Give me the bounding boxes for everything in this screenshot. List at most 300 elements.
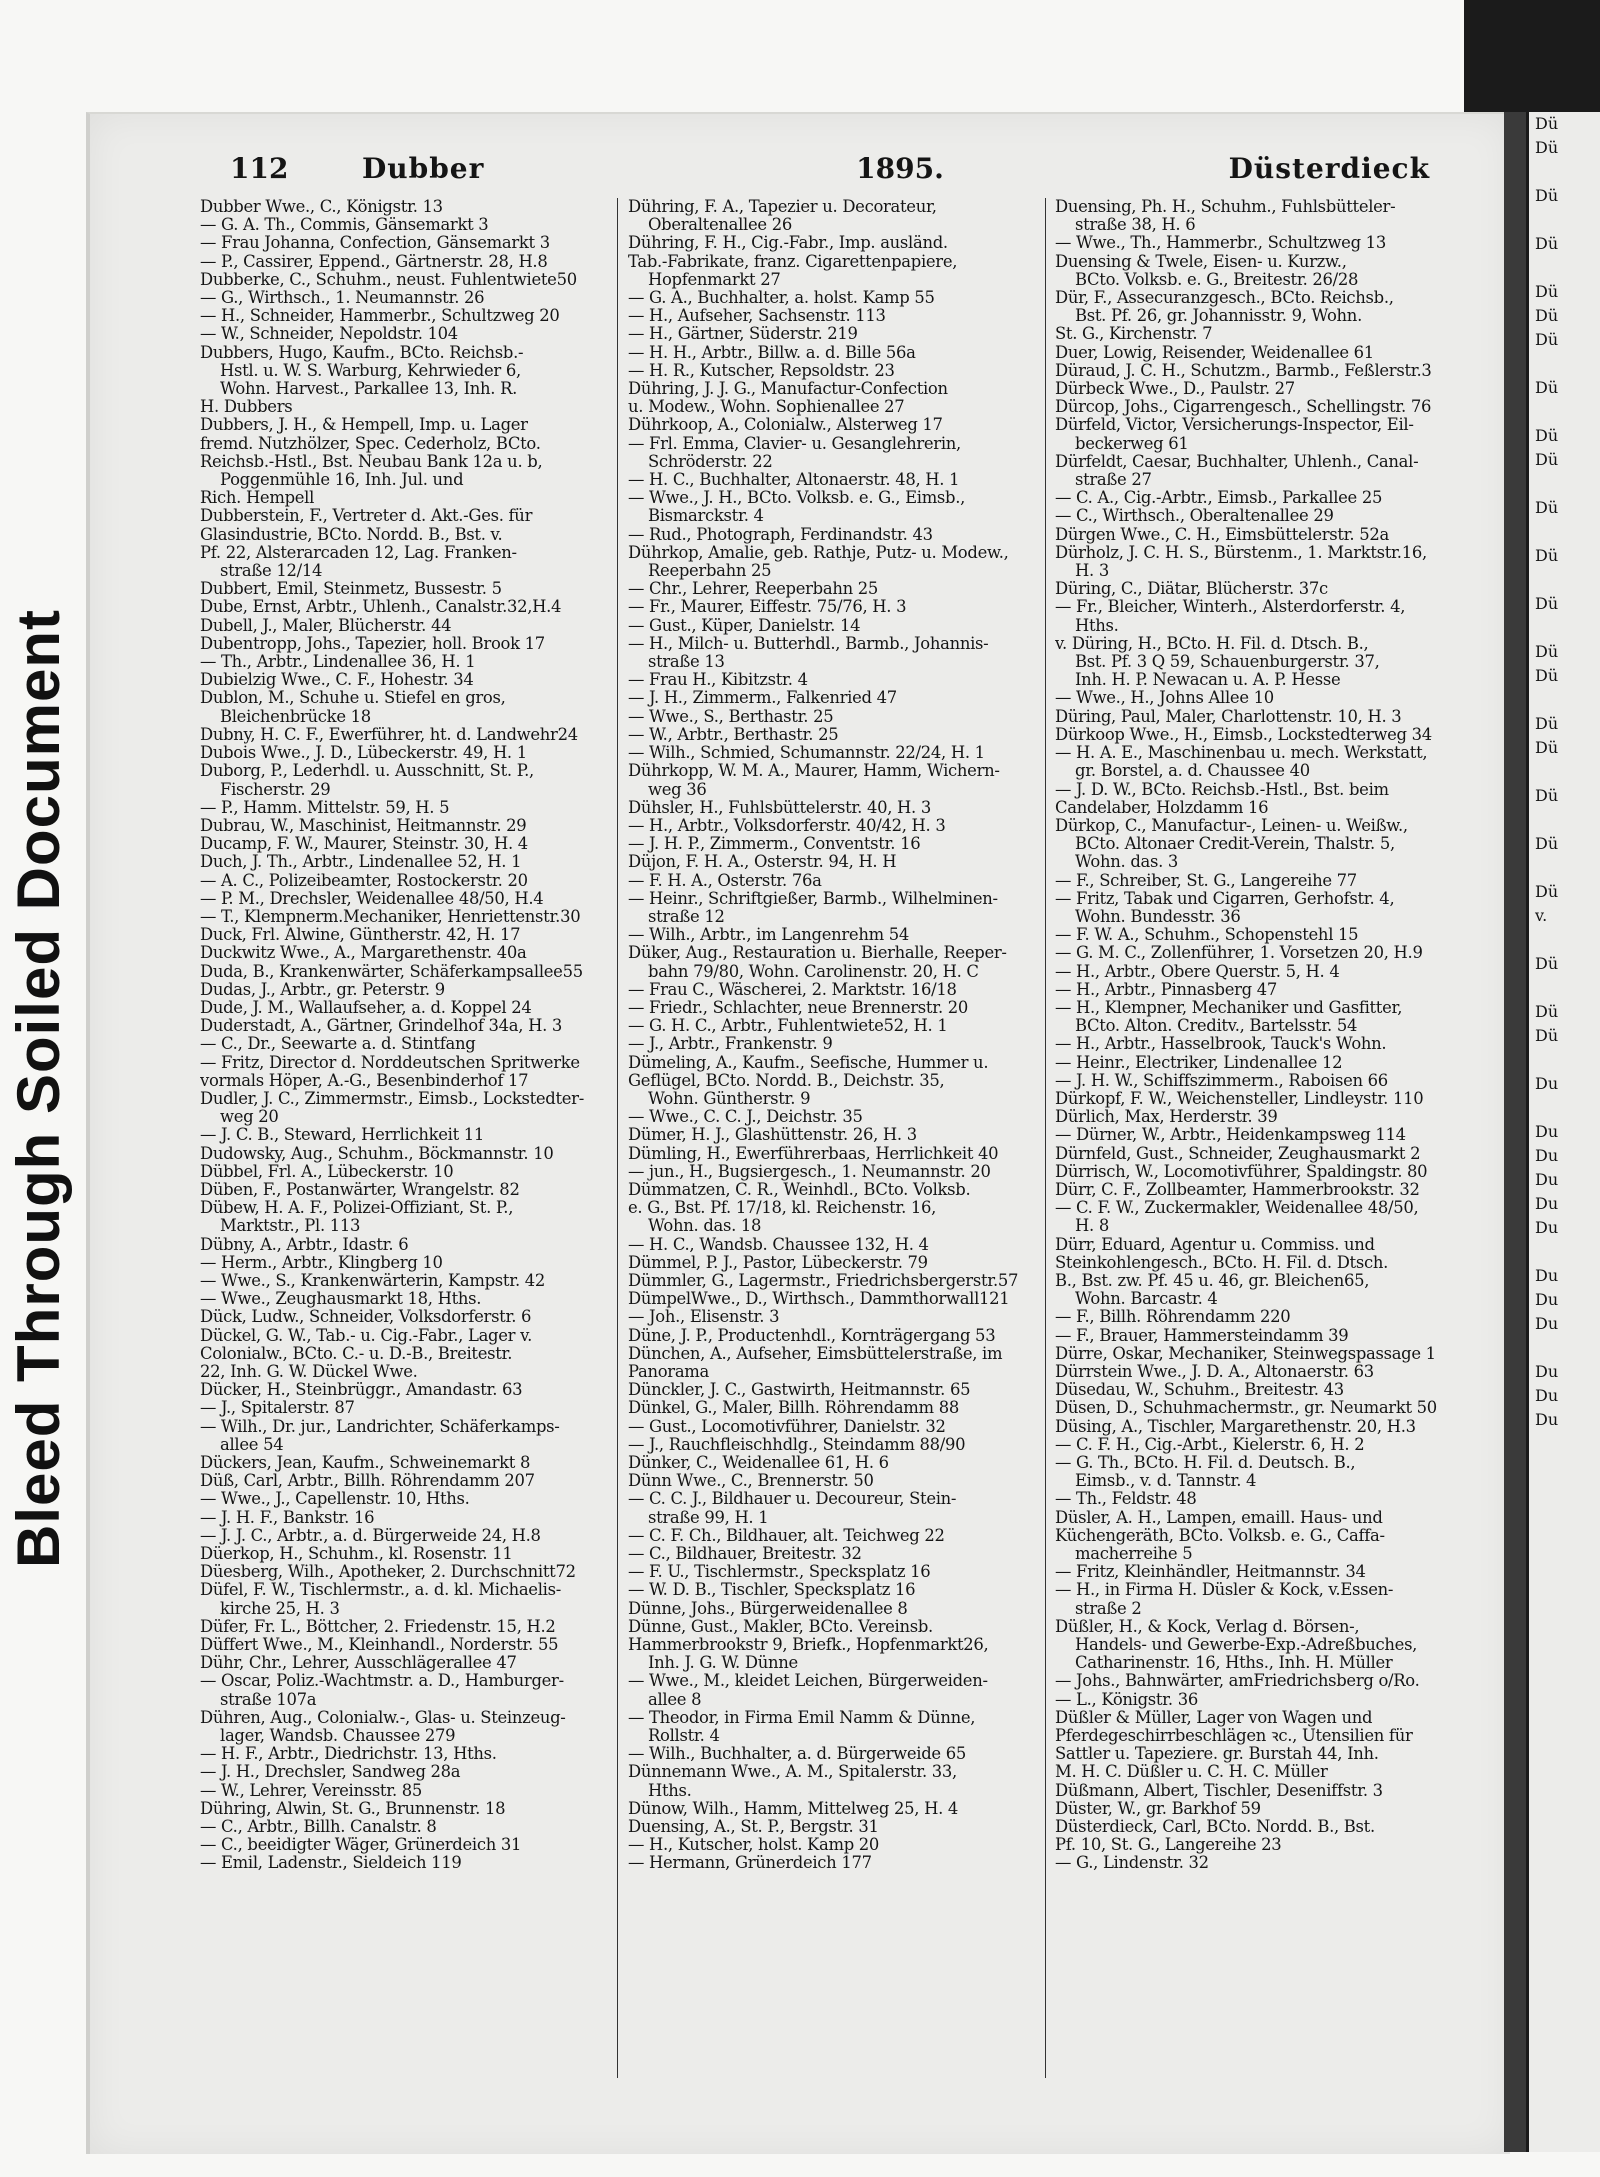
directory-line: — C. C. J., Bildhauer u. Decoureur, Stein- xyxy=(628,1489,957,1509)
directory-line: Düesberg, Wilh., Apotheker, 2. Durchschnitt72 xyxy=(200,1562,576,1582)
directory-line: Schröderstr. 22 xyxy=(648,451,773,471)
directory-line: Düben, F., Postanwärter, Wrangelstr. 82 xyxy=(200,1179,520,1199)
directory-line: beckerweg 61 xyxy=(1075,433,1189,453)
directory-line: Dürrisch, W., Locomotivführer, Spaldingstr. 80 xyxy=(1055,1161,1428,1181)
directory-line: — Wwe., Zeughausmarkt 18, Hths. xyxy=(200,1289,482,1309)
directory-line: Handels- und Gewerbe-Exp.-Adreßbuches, xyxy=(1075,1635,1418,1655)
next-page-fragment xyxy=(1529,472,1600,496)
directory-line: Dürbeck Wwe., D., Paulstr. 27 xyxy=(1055,379,1295,399)
directory-line: Wohn. Bundesstr. 36 xyxy=(1075,906,1241,926)
directory-line: macherreihe 5 xyxy=(1075,1544,1193,1564)
directory-line: Oberaltenallee 26 xyxy=(648,215,792,235)
directory-line: — Wwe., J., Capellenstr. 10, Hths. xyxy=(200,1489,470,1509)
directory-line: — Th., Arbtr., Lindenallee 36, H. 1 xyxy=(200,652,476,672)
bleed-through-stamp xyxy=(5,0,73,2177)
directory-line: — H. C., Buchhalter, Altonaerstr. 48, H. 1 xyxy=(628,470,960,490)
directory-line: lager, Wandsb. Chaussee 279 xyxy=(220,1726,456,1746)
directory-line: Dückers, Jean, Kaufm., Schweinemarkt 8 xyxy=(200,1453,531,1473)
directory-line: Dünchen, A., Aufseher, Eimsbüttelerstraße, im xyxy=(628,1343,1003,1363)
directory-line: fremd. Nutzhölzer, Spec. Cederholz, BCto. xyxy=(200,433,541,453)
directory-line: Düring, C., Diätar, Blücherstr. 37c xyxy=(1055,579,1328,599)
directory-line: Dürr, C. F., Zollbeamter, Hammerbrookstr. 32 xyxy=(1055,1179,1420,1199)
directory-line: Marktstr., Pl. 113 xyxy=(220,1216,361,1236)
directory-line: — H. C., Wandsb. Chaussee 132, H. 4 xyxy=(628,1234,929,1254)
directory-line: Dünn Wwe., C., Brennerstr. 50 xyxy=(628,1471,874,1491)
directory-line: Dürfeldt, Caesar, Buchhalter, Uhlenh., Canal- xyxy=(1055,451,1419,471)
page-header xyxy=(140,152,1470,192)
directory-line: — H., Klempner, Mechaniker und Gasfitter, xyxy=(1055,997,1403,1017)
directory-line: Geflügel, BCto. Nordd. B., Deichstr. 35, xyxy=(628,1070,945,1090)
directory-line: straße 12/14 xyxy=(220,561,323,581)
directory-line: — Frau H., Kibitzstr. 4 xyxy=(628,670,808,690)
next-page-fragment: Dü xyxy=(1535,306,1559,325)
next-page-fragment: Du xyxy=(1535,1410,1559,1429)
directory-line: Rollstr. 4 xyxy=(648,1726,720,1746)
next-page-fragment: Du xyxy=(1535,1314,1559,1333)
next-page-fragment: Dü xyxy=(1535,954,1559,973)
directory-line: Rich. Hempell xyxy=(200,488,315,508)
directory-line: BCto. Volksb. e. G., Breitestr. 26/28 xyxy=(1075,269,1359,289)
directory-line: Dudowsky, Aug., Schuhm., Böckmannstr. 10 xyxy=(200,1143,554,1163)
next-page-fragment xyxy=(1529,256,1600,280)
directory-line: — P. M., Drechsler, Weidenallee 48/50, H.4 xyxy=(200,888,544,908)
directory-line: BCto. Alton. Creditv., Bartelsstr. 54 xyxy=(1075,1016,1358,1036)
directory-line: Dück, Ludw., Schneider, Volksdorferstr. 6 xyxy=(200,1307,532,1327)
next-page-fragment: Dü xyxy=(1535,378,1559,397)
directory-line: Düraud, J. C. H., Schutzm., Barmb., Feßlerstr.3 xyxy=(1055,360,1432,380)
directory-line: — W., Lehrer, Vereinsstr. 85 xyxy=(200,1780,423,1800)
directory-line: Steinkohlengesch., BCto. H. Fil. d. Dtsch. xyxy=(1055,1252,1389,1272)
column-left xyxy=(200,198,612,2108)
directory-line: Küchengeräth, BCto. Volksb. e. G., Caffa- xyxy=(1055,1525,1385,1545)
directory-line: B., Bst. zw. Pf. 45 u. 46, gr. Bleichen65, xyxy=(1055,1270,1370,1290)
directory-line: Fischerstr. 29 xyxy=(220,779,331,799)
directory-line: — C., Wirthsch., Oberaltenallee 29 xyxy=(1055,506,1334,526)
next-page-fragment xyxy=(1529,1096,1600,1120)
next-page-fragment: Dü xyxy=(1535,426,1559,445)
directory-line: — H., Arbtr., Hasselbrook, Tauck's Wohn. xyxy=(1055,1034,1387,1054)
directory-line: — J. C. B., Steward, Herrlichkeit 11 xyxy=(200,1125,485,1145)
next-page-fragment xyxy=(1529,688,1600,712)
directory-line: Hopfenmarkt 27 xyxy=(648,269,781,289)
directory-line: — Gust., Küper, Danielstr. 14 xyxy=(628,615,861,635)
directory-line: Glasindustrie, BCto. Nordd. B., Bst. v. xyxy=(200,524,503,544)
directory-line: M. H. C. Düßler u. C. H. C. Müller xyxy=(1055,1762,1328,1782)
next-page-fragment xyxy=(1529,568,1600,592)
next-page-fragment xyxy=(1529,400,1600,424)
directory-line: Ducamp, F. W., Maurer, Steinstr. 30, H. 4 xyxy=(200,834,528,854)
left-catchword: Dubber xyxy=(362,152,485,185)
directory-line: Dübew, H. A. F., Polizei-Offiziant, St. P., xyxy=(200,1198,514,1218)
directory-line: Dürrstein Wwe., J. D. A., Altonaerstr. 63 xyxy=(1055,1362,1374,1381)
directory-line: — Fritz, Director d. Norddeutschen Spritwerke xyxy=(200,1052,580,1072)
directory-line: Dubberstein, F., Vertreter d. Akt.-Ges. für xyxy=(200,506,533,526)
directory-line: Dückel, G. W., Tab.- u. Cig.-Fabr., Lager v. xyxy=(200,1325,532,1345)
directory-line: — Wwe., S., Berthastr. 25 xyxy=(628,706,834,726)
page-gutter-shadow xyxy=(1504,112,1526,2152)
directory-line: — Joh., Elisenstr. 3 xyxy=(628,1307,780,1327)
directory-line: — A. C., Polizeibeamter, Rostockerstr. 20 xyxy=(200,870,528,890)
directory-line: — Dürner, W., Arbtr., Heidenkampsweg 114 xyxy=(1055,1125,1406,1145)
directory-line: — H., Arbtr., Pinnasberg 47 xyxy=(1055,979,1277,999)
directory-line: straße 38, H. 6 xyxy=(1075,215,1196,235)
directory-line: — C. F. Ch., Bildhauer, alt. Teichweg 22 xyxy=(628,1525,945,1545)
directory-line: — H., Kutscher, holst. Kamp 20 xyxy=(628,1835,880,1855)
directory-line: — J. J. C., Arbtr., a. d. Bürgerweide 24, H.8 xyxy=(200,1525,541,1545)
directory-line: — Frau C., Wäscherei, 2. Marktstr. 16/18 xyxy=(628,979,957,999)
directory-line: Hammerbrookstr 9, Briefk., Hopfenmarkt26, xyxy=(628,1635,989,1655)
directory-line: — G. M. C., Zollenführer, 1. Vorsetzen 20, H.9 xyxy=(1055,943,1423,963)
directory-line: — W., Arbtr., Berthastr. 25 xyxy=(628,724,839,744)
directory-line: — G., Wirthsch., 1. Neumannstr. 26 xyxy=(200,288,485,308)
next-page-fragment xyxy=(1529,808,1600,832)
next-page-fragment: Dü xyxy=(1535,738,1559,757)
directory-line: straße 27 xyxy=(1075,470,1152,490)
directory-line: — G. A. Th., Commis, Gänsemarkt 3 xyxy=(200,215,489,235)
directory-line: Dünne, Johs., Bürgerweidenallee 8 xyxy=(628,1598,908,1618)
directory-line: Düfel, F. W., Tischlermstr., a. d. kl. Michaelis- xyxy=(200,1580,561,1600)
directory-line: Dür, F., Assecuranzgesch., BCto. Reichsb., xyxy=(1055,288,1394,308)
directory-line: Panorama xyxy=(628,1362,710,1381)
next-page-fragment: Du xyxy=(1535,1146,1559,1165)
next-page-fragment: Dü xyxy=(1535,330,1559,349)
next-page-fragment xyxy=(1529,616,1600,640)
directory-line: — W., Schneider, Nepoldstr. 104 xyxy=(200,324,458,344)
directory-line: Dürkop, C., Manufactur-, Leinen- u. Weißw., xyxy=(1055,815,1408,835)
next-page-fragment: Dü xyxy=(1535,642,1559,661)
directory-line: — F., Schreiber, St. G., Langereihe 77 xyxy=(1055,870,1357,890)
directory-line: — P., Hamm. Mittelstr. 59, H. 5 xyxy=(200,797,450,817)
directory-line: — H., Schneider, Hammerbr., Schultzweg 20 xyxy=(200,306,560,326)
directory-line: straße 13 xyxy=(648,652,725,672)
directory-line: Dubois Wwe., J. D., Lübeckerstr. 49, H. 1 xyxy=(200,743,527,763)
directory-line: Duch, J. Th., Arbtr., Lindenallee 52, H. 1 xyxy=(200,852,522,872)
next-page-fragment: Dü xyxy=(1535,450,1559,469)
directory-line: — Wilh., Dr. jur., Landrichter, Schäferkamps- xyxy=(200,1416,560,1436)
directory-line: Duensing, A., St. P., Bergstr. 31 xyxy=(628,1817,879,1837)
directory-line: Inh. J. G. W. Dünne xyxy=(648,1653,798,1673)
directory-line: — Wwe., Th., Hammerbr., Schultzweg 13 xyxy=(1055,233,1386,253)
directory-line: bahn 79/80, Wohn. Carolinenstr. 20, H. C xyxy=(648,961,979,981)
next-page-fragment: v. xyxy=(1535,906,1548,925)
directory-line: Dürlich, Max, Herderstr. 39 xyxy=(1055,1107,1278,1127)
directory-line: — J., Arbtr., Frankenstr. 9 xyxy=(628,1034,833,1054)
directory-line: allee 8 xyxy=(648,1689,702,1709)
directory-line: — C. A., Cig.-Arbtr., Eimsb., Parkallee 25 xyxy=(1055,488,1383,508)
directory-line: H. 3 xyxy=(1075,561,1109,581)
directory-line: Duderstadt, A., Gärtner, Grindelhof 34a, H. 3 xyxy=(200,1016,563,1036)
directory-line: Dubberke, C., Schuhm., neust. Fuhlentwiete50 xyxy=(200,269,577,289)
directory-line: Düfer, Fr. L., Böttcher, 2. Friedenstr. 15, H.2 xyxy=(200,1616,556,1636)
directory-line: v. Düring, H., BCto. H. Fil. d. Dtsch. B., xyxy=(1055,633,1369,653)
directory-line: Dudas, J., Arbtr., gr. Peterstr. 9 xyxy=(200,979,445,999)
column-right xyxy=(1055,198,1471,2108)
directory-line: — Wilh., Schmied, Schumannstr. 22/24, H. 1 xyxy=(628,743,985,763)
directory-line: Dünckler, J. C., Gastwirth, Heitmannstr. 65 xyxy=(628,1380,971,1400)
directory-line: Eimsb., v. d. Tannstr. 4 xyxy=(1075,1471,1257,1491)
page-number: 112 xyxy=(230,152,289,185)
directory-line: Dubbers, Hugo, Kaufm., BCto. Reichsb.- xyxy=(200,342,524,362)
directory-line: Duckwitz Wwe., A., Margarethenstr. 40a xyxy=(200,943,527,963)
directory-line: — G. Th., BCto. H. Fil. d. Deutsch. B., xyxy=(1055,1453,1356,1473)
directory-line: — Wwe., M., kleidet Leichen, Bürgerweiden- xyxy=(628,1671,988,1691)
directory-line: Dühren, Aug., Colonialw.-, Glas- u. Steinzeug- xyxy=(200,1707,566,1727)
directory-line: Dürkoop Wwe., H., Eimsb., Lockstedterweg 34 xyxy=(1055,724,1432,744)
directory-line: Wohn. Güntherstr. 9 xyxy=(648,1088,811,1108)
directory-line: H. Dubbers xyxy=(200,397,293,417)
directory-line: Düring, Paul, Maler, Charlottenstr. 10, H. 3 xyxy=(1055,706,1402,726)
directory-line: — J., Rauchfleischhdlg., Steindamm 88/90 xyxy=(628,1434,966,1454)
directory-line: Dubielzig Wwe., C. F., Hohestr. 34 xyxy=(200,670,474,690)
directory-line: Düßler & Müller, Lager von Wagen und xyxy=(1055,1707,1373,1727)
next-page-fragment: Dü xyxy=(1535,834,1559,853)
directory-line: — H., Arbtr., Obere Querstr. 5, H. 4 xyxy=(1055,961,1340,981)
directory-line: Hstl. u. W. S. Warburg, Kehrwieder 6, xyxy=(220,360,521,380)
directory-line: e. G., Bst. Pf. 17/18, kl. Reichenstr. 16, xyxy=(628,1198,937,1218)
next-page-fragment: Du xyxy=(1535,1290,1559,1309)
column-middle xyxy=(628,198,1038,2108)
directory-line: weg 20 xyxy=(220,1107,279,1127)
directory-line: — Chr., Lehrer, Reeperbahn 25 xyxy=(628,579,879,599)
directory-line: Dünow, Wilh., Hamm, Mittelweg 25, H. 4 xyxy=(628,1798,959,1818)
directory-line: — Herm., Arbtr., Klingberg 10 xyxy=(200,1252,443,1272)
directory-line: Dümling, H., Ewerführerbaas, Herrlichkeit 40 xyxy=(628,1143,999,1163)
directory-line: Dühring, Alwin, St. G., Brunnenstr. 18 xyxy=(200,1798,506,1818)
directory-line: 22, Inh. G. W. Dückel Wwe. xyxy=(200,1362,418,1381)
directory-line: Poggenmühle 16, Inh. Jul. und xyxy=(220,470,464,490)
directory-line: — H. A. E., Maschinenbau u. mech. Werkstatt, xyxy=(1055,743,1428,763)
next-page-fragment xyxy=(1529,160,1600,184)
directory-line: allee 54 xyxy=(220,1434,284,1454)
directory-line: — F., Brauer, Hammersteindamm 39 xyxy=(1055,1325,1349,1345)
directory-line: — J. H., Drechsler, Sandweg 28a xyxy=(200,1762,461,1782)
directory-line: — H., Milch- u. Butterhdl., Barmb., Johannis- xyxy=(628,633,989,653)
directory-line: Hths. xyxy=(1075,615,1119,635)
directory-line: Dubrau, W., Maschinist, Heitmannstr. 29 xyxy=(200,815,527,835)
directory-line: Düsler, A. H., Lampen, emaill. Haus- und xyxy=(1055,1507,1383,1527)
directory-line: — H., Aufseher, Sachsenstr. 113 xyxy=(628,306,886,326)
directory-line: Duensing & Twele, Eisen- u. Kurzw., xyxy=(1055,251,1347,271)
directory-line: Dümer, H. J., Glashüttenstr. 26, H. 3 xyxy=(628,1125,917,1145)
directory-line: — F. H. A., Osterstr. 76a xyxy=(628,870,822,890)
directory-line: — P., Cassirer, Eppend., Gärtnerstr. 28, H.8 xyxy=(200,251,548,271)
directory-line: — J. H., Zimmerm., Falkenried 47 xyxy=(628,688,897,708)
directory-line: — C. F. H., Cig.-Arbt., Kielerstr. 6, H. 2 xyxy=(1055,1434,1365,1454)
right-catchword: Düsterdieck xyxy=(1228,152,1430,185)
next-page-fragment: Dü xyxy=(1535,786,1559,805)
directory-line: — G. H. C., Arbtr., Fuhlentwiete52, H. 1 xyxy=(628,1016,948,1036)
directory-line: — H. H., Arbtr., Billw. a. d. Bille 56a xyxy=(628,342,916,362)
directory-line: Bst. Pf. 26, gr. Johannisstr. 9, Wohn. xyxy=(1075,306,1362,326)
directory-line: Düß, Carl, Arbtr., Billh. Röhrendamm 207 xyxy=(200,1471,535,1491)
next-page-fragment: Dü xyxy=(1535,1026,1559,1045)
directory-line: Dümmel, P. J., Pastor, Lübeckerstr. 79 xyxy=(628,1252,928,1272)
directory-line: Duer, Lowig, Reisender, Weidenallee 61 xyxy=(1055,342,1374,362)
directory-line: Inh. H. P. Newacan u. A. P. Hesse xyxy=(1075,670,1341,690)
directory-line: Dürholz, J. C. H. S., Bürstenm., 1. Marktstr.16, xyxy=(1055,542,1427,562)
directory-line: Dublon, M., Schuhe u. Stiefel en gros, xyxy=(200,688,506,708)
scan-dark-border xyxy=(1464,0,1600,112)
directory-line: Bleichenbrücke 18 xyxy=(220,706,371,726)
directory-line: — Wilh., Buchhalter, a. d. Bürgerweide 65 xyxy=(628,1744,966,1764)
directory-line: Wohn. Harvest., Parkallee 13, Inh. R. xyxy=(220,379,518,399)
directory-line: — J. H. W., Schiffszimmerm., Raboisen 66 xyxy=(1055,1070,1388,1090)
directory-line: — F. W. A., Schuhm., Schopenstehl 15 xyxy=(1055,925,1359,945)
next-page-fragment: Dü xyxy=(1535,114,1559,133)
directory-line: — Wwe., J. H., BCto. Volksb. e. G., Eimsb., xyxy=(628,488,966,508)
next-page-fragment: Du xyxy=(1535,1218,1559,1237)
directory-line: — Fritz, Tabak und Cigarren, Gerhofstr. 4, xyxy=(1055,888,1395,908)
directory-line: gr. Borstel, a. d. Chaussee 40 xyxy=(1075,761,1310,781)
directory-line: Düsing, A., Tischler, Margarethenstr. 20, H.3 xyxy=(1055,1416,1416,1436)
directory-line: Düker, Aug., Restauration u. Bierhalle, Reeper- xyxy=(628,943,1007,963)
directory-line: Dühr, Chr., Lehrer, Ausschlägerallee 47 xyxy=(200,1653,517,1673)
next-page-fragment: Du xyxy=(1535,1362,1559,1381)
directory-line: — Johs., Bahnwärter, amFriedrichsberg o/Ro. xyxy=(1055,1671,1420,1691)
directory-line: Düffert Wwe., M., Kleinhandl., Norderstr. 55 xyxy=(200,1635,559,1655)
directory-line: Dürkopf, F. W., Weichensteller, Lindleystr. 110 xyxy=(1055,1088,1424,1108)
next-page-fragment: Dü xyxy=(1535,498,1559,517)
directory-line: Duda, B., Krankenwärter, Schäferkampsallee55 xyxy=(200,961,583,981)
next-page-fragment xyxy=(1529,1336,1600,1360)
directory-line: — Wwe., H., Johns Allee 10 xyxy=(1055,688,1274,708)
directory-line: Dubber Wwe., C., Königstr. 13 xyxy=(200,198,443,216)
directory-line: Dünnemann Wwe., A. M., Spitalerstr. 33, xyxy=(628,1762,957,1782)
directory-line: Dührkoop, A., Colonialw., Alsterweg 17 xyxy=(628,415,943,435)
directory-line: — Heinr., Electriker, Lindenallee 12 xyxy=(1055,1052,1343,1072)
directory-line: Dürr, Eduard, Agentur u. Commiss. und xyxy=(1055,1234,1375,1254)
directory-line: Colonialw., BCto. C.- u. D.-B., Breitestr. xyxy=(200,1343,513,1363)
next-page-edge xyxy=(1526,112,1600,2152)
directory-line: Dünne, Gust., Makler, BCto. Vereinsb. xyxy=(628,1616,933,1636)
next-page-fragment: Du xyxy=(1535,1122,1559,1141)
directory-line: — Frau Johanna, Confection, Gänsemarkt 3 xyxy=(200,233,550,253)
directory-line: — Oscar, Poliz.-Wachtmstr. a. D., Hamburger- xyxy=(200,1671,564,1691)
year: 1895. xyxy=(856,152,944,185)
directory-line: Bst. Pf. 3 Q 59, Schauenburgerstr. 37, xyxy=(1075,652,1380,672)
directory-line: Dubentropp, Johs., Tapezier, holl. Brook 17 xyxy=(200,633,545,653)
next-page-fragment: Dü xyxy=(1535,1002,1559,1021)
directory-line: Dühsler, H., Fuhlsbüttelerstr. 40, H. 3 xyxy=(628,797,931,817)
directory-line: — J. D. W., BCto. Reichsb.-Hstl., Bst. beim xyxy=(1055,779,1389,799)
directory-line: Dümeling, A., Kaufm., Seefische, Hummer u. xyxy=(628,1052,989,1072)
directory-line: — Fr., Bleicher, Winterh., Alsterdorferstr. 4, xyxy=(1055,597,1406,617)
next-page-fragment: Du xyxy=(1535,1170,1559,1189)
directory-line: Bismarckstr. 4 xyxy=(648,506,764,526)
directory-line: Düßmann, Albert, Tischler, Deseniffstr. 3 xyxy=(1055,1780,1383,1800)
next-page-fragment: Du xyxy=(1535,1074,1559,1093)
stamp-text: Bleed Through Soiled Document xyxy=(5,608,73,1569)
directory-line: — L., Königstr. 36 xyxy=(1055,1689,1198,1709)
directory-line: vormals Höper, A.-G., Besenbinderhof 17 xyxy=(200,1070,529,1090)
directory-line: Reeperbahn 25 xyxy=(648,561,772,581)
directory-line: — H., Gärtner, Süderstr. 219 xyxy=(628,324,858,344)
directory-line: Dubbert, Emil, Steinmetz, Bussestr. 5 xyxy=(200,579,502,599)
directory-line: — Wwe., C. C. J., Deichstr. 35 xyxy=(628,1107,863,1127)
directory-line: Dünker, C., Weidenallee 61, H. 6 xyxy=(628,1453,889,1473)
next-page-fragment: Dü xyxy=(1535,138,1559,157)
directory-line: Wohn. Barcastr. 4 xyxy=(1075,1289,1218,1309)
directory-line: kirche 25, H. 3 xyxy=(220,1598,340,1618)
directory-line: Dühring, F. A., Tapezier u. Decorateur, xyxy=(628,198,937,216)
directory-line: — Frl. Emma, Clavier- u. Gesanglehrerin, xyxy=(628,433,961,453)
directory-line: — H., Arbtr., Volksdorferstr. 40/42, H. 3 xyxy=(628,815,946,835)
directory-line: — jun., H., Bugsiergesch., 1. Neumannstr. 20 xyxy=(628,1161,991,1181)
directory-line: — Wwe., S., Krankenwärterin, Kampstr. 42 xyxy=(200,1270,546,1290)
directory-line: — Gust., Locomotivführer, Danielstr. 32 xyxy=(628,1416,946,1436)
directory-line: — Friedr., Schlachter, neue Brennerstr. 20 xyxy=(628,997,969,1017)
directory-line: Dubbers, J. H., & Hempell, Imp. u. Lager xyxy=(200,415,528,435)
directory-line: — W. D. B., Tischler, Specksplatz 16 xyxy=(628,1580,916,1600)
directory-line: Dudler, J. C., Zimmermstr., Eimsb., Lockstedter- xyxy=(200,1088,584,1108)
next-page-fragment: Du xyxy=(1535,1386,1559,1405)
directory-line: — Theodor, in Firma Emil Namm & Dünne, xyxy=(628,1707,976,1727)
directory-line: — Th., Feldstr. 48 xyxy=(1055,1489,1197,1509)
directory-line: Dude, J. M., Wallaufseher, a. d. Koppel 24 xyxy=(200,997,532,1017)
directory-line: Pferdegeschirrbeschlägen ꝛc., Utensilien für xyxy=(1055,1726,1413,1746)
directory-line: Düster, W., gr. Barkhof 59 xyxy=(1055,1798,1261,1818)
directory-line: Dubny, H. C. F., Ewerführer, ht. d. Landwehr24 xyxy=(200,724,578,744)
directory-line: — J. H. F., Bankstr. 16 xyxy=(200,1507,375,1527)
directory-line: — C. F. W., Zuckermakler, Weidenallee 48/50, xyxy=(1055,1198,1419,1218)
next-page-fragment: Dü xyxy=(1535,282,1559,301)
directory-line: Sattler u. Tapeziere. gr. Burstah 44, Inh. xyxy=(1055,1744,1379,1764)
directory-line: straße 99, H. 1 xyxy=(648,1507,769,1527)
next-page-fragment: Dü xyxy=(1535,186,1559,205)
directory-line: — C., Arbtr., Billh. Canalstr. 8 xyxy=(200,1817,437,1837)
directory-line: straße 12 xyxy=(648,906,725,926)
directory-line: — T., Klempnerm.Mechaniker, Henriettenstr.30 xyxy=(200,906,581,926)
directory-line: — Heinr., Schriftgießer, Barmb., Wilhelminen- xyxy=(628,888,998,908)
next-page-fragment xyxy=(1529,1048,1600,1072)
directory-line: — C., Dr., Seewarte a. d. Stintfang xyxy=(200,1034,476,1054)
next-page-fragment xyxy=(1529,976,1600,1000)
directory-line: H. 8 xyxy=(1075,1216,1109,1236)
directory-line: Dürgen Wwe., C. H., Eimsbüttelerstr. 52a xyxy=(1055,524,1389,544)
directory-line: — Fr., Maurer, Eiffestr. 75/76, H. 3 xyxy=(628,597,907,617)
next-page-fragment xyxy=(1529,520,1600,544)
directory-line: Dühring, J. J. G., Manufactur-Confection xyxy=(628,379,948,399)
next-page-fragment: Du xyxy=(1535,1194,1559,1213)
directory-line: — J. H. P., Zimmerm., Conventstr. 16 xyxy=(628,834,921,854)
directory-line: Tab.-Fabrikate, franz. Cigarettenpapiere, xyxy=(628,251,958,271)
directory-line: Dürcop, Johs., Cigarrengesch., Schellingstr. 76 xyxy=(1055,397,1432,417)
directory-line: Duborg, P., Lederhdl. u. Ausschnitt, St. P., xyxy=(200,761,534,781)
directory-line: — F., Billh. Röhrendamm 220 xyxy=(1055,1307,1291,1327)
directory-line: Dube, Ernst, Arbtr., Uhlenh., Canalstr.32,H.4 xyxy=(200,597,562,617)
column-rule xyxy=(1045,198,1046,2078)
directory-line: u. Modew., Wohn. Sophienallee 27 xyxy=(628,397,905,417)
directory-line: Dünkel, G., Maler, Billh. Röhrendamm 88 xyxy=(628,1398,959,1418)
directory-line: Dürfeld, Victor, Versicherungs-Inspector, Eil- xyxy=(1055,415,1414,435)
directory-line: — C., beeidigter Wäger, Grünerdeich 31 xyxy=(200,1835,522,1855)
next-page-fragment xyxy=(1529,928,1600,952)
directory-line: Düerkop, H., Schuhm., kl. Rosenstr. 11 xyxy=(200,1544,513,1564)
directory-line: — Fritz, Kleinhändler, Heitmannstr. 34 xyxy=(1055,1562,1366,1582)
directory-line: — J., Spitalerstr. 87 xyxy=(200,1398,355,1418)
directory-line: — C., Bildhauer, Breitestr. 32 xyxy=(628,1544,862,1564)
next-page-fragment: Dü xyxy=(1535,882,1559,901)
directory-line: — F. U., Tischlermstr., Specksplatz 16 xyxy=(628,1562,931,1582)
directory-line: Catharinenstr. 16, Hths., Inh. H. Müller xyxy=(1075,1653,1393,1673)
directory-line: St. G., Kirchenstr. 7 xyxy=(1055,324,1213,344)
directory-line: Dührkop, Amalie, geb. Rathje, Putz- u. Modew., xyxy=(628,542,1009,562)
next-page-fragment: Dü xyxy=(1535,546,1559,565)
directory-line: — H. R., Kutscher, Repsoldstr. 23 xyxy=(628,360,895,380)
directory-line: Dübbel, Frl. A., Lübeckerstr. 10 xyxy=(200,1161,454,1181)
directory-line: Dubell, J., Maler, Blücherstr. 44 xyxy=(200,615,452,635)
next-page-fragment xyxy=(1529,856,1600,880)
